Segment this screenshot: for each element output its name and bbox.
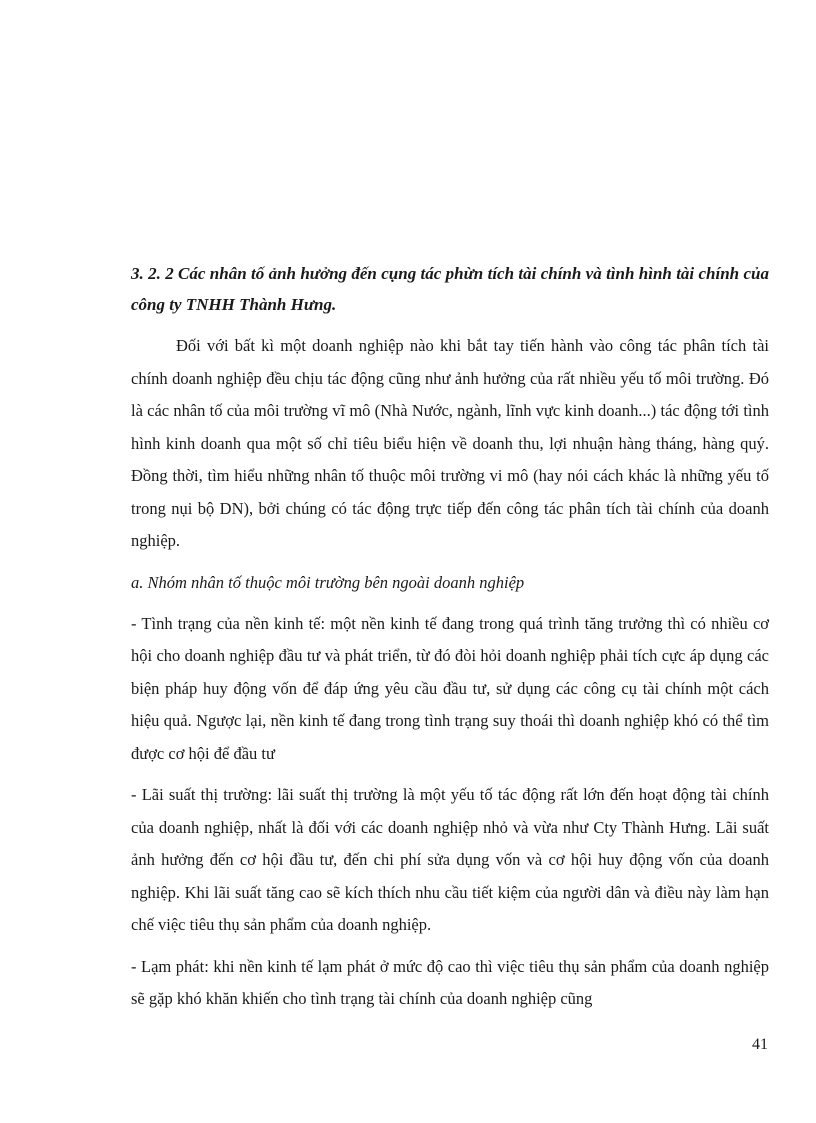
- paragraph-interest-rate: - Lãi suất thị trường: lãi suất thị trường là một yếu tố tác động rất lớn đến hoạt động tài chính của doanh nghiệp, nhất là đối với các doanh nghiệp nhỏ và vừa như Cty Thành Hưng. Lãi suất ảnh hưởng đến cơ hội đầu tư, đến chi phí sửa dụng vốn và cơ hội huy động vốn của doanh nghiệp. Khi lãi suất tăng cao sẽ kích thích nhu cầu tiết kiệm của người dân và điều này làm hạn chế việc tiêu thụ sản phẩm của doanh nghiệp.: [131, 785, 769, 934]
- page-number: 41: [752, 1036, 768, 1053]
- paragraph-inflation: - Lạm phát: khi nền kinh tế lạm phát ở mức độ cao thì việc tiêu thụ sản phẩm của doanh nghiệp sẽ gặp khó khăn khiến cho tình trạng tài chính của doanh nghiệp cũng: [131, 956, 769, 1008]
- subsection-heading: a. Nhóm nhân tố thuộc môi trường bên ngoài doanh nghiệp: [131, 572, 525, 592]
- intro-paragraph: Đối với bất kì một doanh nghiệp nào khi bắt tay tiến hành vào công tác phân tích tài chính doanh nghiệp đều chịu tác động cũng như ảnh hưởng của rất nhiều yếu tố môi trường. Đó là các nhân tố của môi trường vĩ mô (Nhà Nước, ngành, lĩnh vực kinh doanh...) tác động tới tình hình kinh doanh qua một số chỉ tiêu biểu hiện về doanh thu, lợi nhuận hàng tháng, hàng quý. Đồng thời, tìm hiểu những nhân tố thuộc môi trường vi mô (hay nói cách khác là những yếu tố trong nụi bộ DN), bởi chúng có tác động trực tiếp đến công tác phân tích tài chính của doanh nghiệp.: [131, 336, 769, 550]
- section-heading: 3. 2. 2 Các nhân tố ảnh hưởng đến cụng tác phừn tích tài chính và tình hình tài chính của công ty TNHH Thành Hưng.: [131, 264, 769, 314]
- page-content: [131, 258, 769, 1025]
- paragraph-economy: - Tình trạng của nền kinh tế: một nền kinh tế đang trong quá trình tăng trưởng thì có nhiều cơ hội cho doanh nghiệp đầu tư và phát triển, từ đó đòi hỏi doanh nghiệp phải tích cực áp dụng các biện pháp huy động vốn để đáp ứng yêu cầu đầu tư, sử dụng các công cụ tài chính một cách hiệu quả. Ngược lại, nền kinh tế đang trong tình trạng suy thoái thì doanh nghiệp khó có thể tìm được cơ hội để đầu tư: [131, 613, 769, 763]
